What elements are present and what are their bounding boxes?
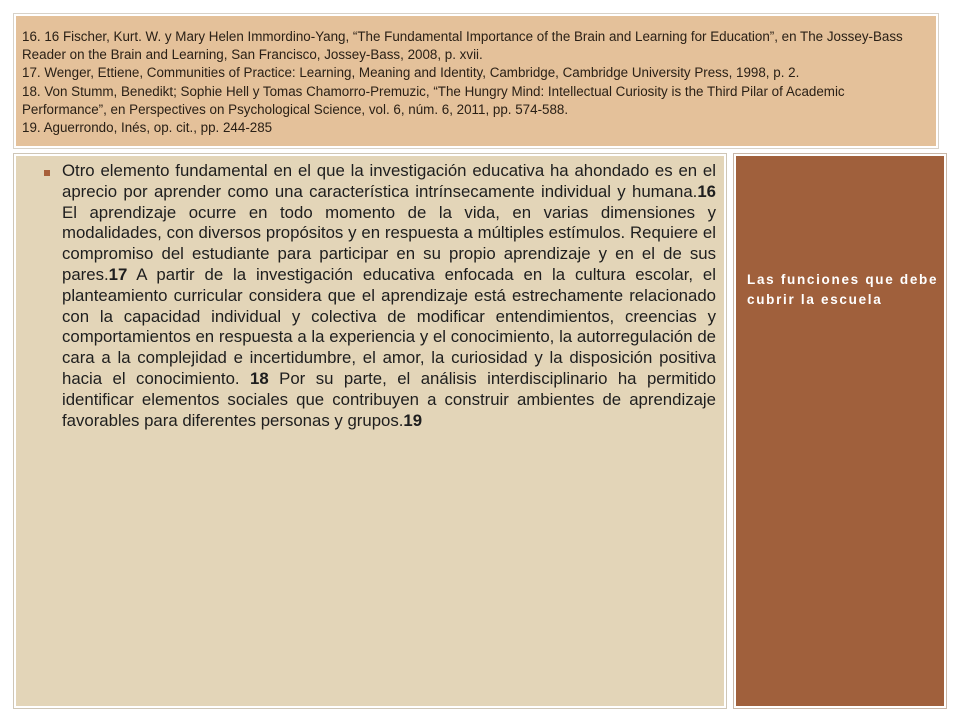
side-panel	[734, 154, 946, 708]
paragraph-segment-3: A partir de la investigación educativa enfocada en la cultura escolar, el planteamiento curricular considera que el aprendizaje está estrechamente relacionado con la capacidad individual y colectiva de modificar entendimientos, creencias y comportamientos en respuesta a la experiencia y el conocimiento, la autorregulación de cara a la complejidad e incertidumbre, el amor, la curiosidad y la disposición positiva hacia el conocimiento.	[62, 264, 716, 388]
reference-18: 18	[250, 368, 269, 388]
reference-19: 19	[403, 410, 423, 430]
side-heading: Las funciones que debe cubrir la escuela	[747, 272, 939, 307]
paragraph-segment-1: Otro elemento fundamental en el que la investigación educativa ha ahondado es en el aprecio por aprender como una característica intrínsecamente individual y humana.	[62, 161, 716, 201]
paragraph-segment-4: Por su parte, el análisis interdisciplinario ha permitido identificar elementos sociales que contribuyen a construir ambientes de aprendizaje favorables para diferentes personas y grupos.	[62, 368, 716, 430]
reference-16: 16	[697, 181, 716, 201]
footnote-19: 19. Aguerrondo, Inés, op. cit., pp. 244-285	[22, 120, 273, 136]
footnote-17: 17. Wenger, Ettiene, Communities of Practice: Learning, Meaning and Identity, Cambridge, Cambridge University Press, 1998, p. 2.	[22, 65, 800, 81]
paragraph-segment-2: El aprendizaje ocurre en todo momento de la vida, en varias dimensiones y modalidades, con diversos propósitos y en respuesta a múltiples estímulos. Requiere el compromiso del estudiante para participar en su propio aprendizaje y en el de sus pares.	[62, 202, 716, 284]
main-content-panel	[14, 154, 726, 708]
reference-17: 17	[108, 264, 128, 284]
footnote-16: 16. 16 Fischer, Kurt. W. y Mary Helen Immordino-Yang, “The Fundamental Importance of the Brain and Learning for Education”, en The Jossey-Bass Reader on the Brain and Learning, San Francisco, Jossey-Bass, 2008, p. xvii.	[22, 29, 903, 63]
footnotes-panel	[14, 14, 938, 148]
footnote-18: 18. Von Stumm, Benedikt; Sophie Hell y Tomas Chamorro-Premuzic, “The Hungry Mind: Intellectual Curiosity is the Third Pilar of Academic Performance”, en Perspectives on Psychological Science, vol. 6, núm. 6, 2011, pp. 574-588.	[22, 83, 845, 117]
square-bullet-icon	[44, 170, 50, 176]
main-paragraph	[62, 161, 716, 431]
